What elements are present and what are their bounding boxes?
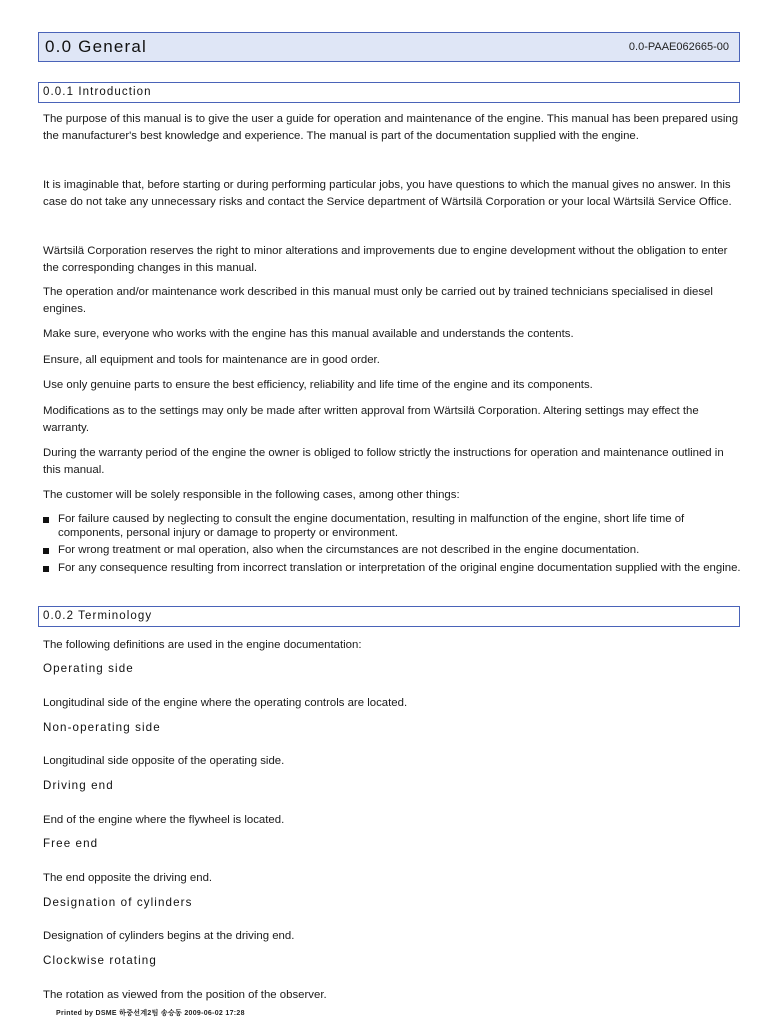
term-free-end: Free end bbox=[43, 837, 99, 850]
print-footer: Printed by DSME 하중선계2팀 송승동 2009-06-02 17:28 bbox=[56, 1010, 245, 1017]
intro-paragraph-1: The purpose of this manual is to give the user a guide for operation and maintenance of the engine. This manual has been prepared using the manufacturer's best knowledge and experience. The manual is part of the documentation supplied with the engine. bbox=[43, 113, 739, 142]
section-heading-introduction bbox=[38, 82, 740, 103]
definition-free-end: The end opposite the driving end. bbox=[43, 872, 213, 884]
bullet-square-icon bbox=[43, 517, 49, 523]
intro-paragraph-7: Use only genuine parts to ensure the best efficiency, reliability and life time of the engine and its components. bbox=[43, 379, 593, 391]
intro-paragraph-3: Wärtsilä Corporation reserves the right to minor alterations and improvements due to engine development without the obligation to enter the corresponding changes in this manual. bbox=[43, 245, 728, 274]
bullet-square-icon bbox=[43, 566, 49, 572]
term-designation-of-cylinders: Designation of cylinders bbox=[43, 896, 193, 909]
intro-paragraph-10: The customer will be solely responsible in the following cases, among other things: bbox=[43, 489, 460, 501]
terminology-lead: The following definitions are used in the engine documentation: bbox=[43, 639, 362, 651]
term-operating-side: Operating side bbox=[43, 662, 134, 675]
definition-clockwise-rotating: The rotation as viewed from the position of the observer. bbox=[43, 989, 327, 1001]
section-heading-text: 0.0.1 Introduction bbox=[43, 86, 152, 98]
list-item-text: For failure caused by neglecting to consult the engine documentation, resulting in malfunction of the engine, short life time of components, personal injury or damage to property or environment. bbox=[58, 513, 685, 539]
definition-driving-end: End of the engine where the flywheel is located. bbox=[43, 814, 285, 826]
term-driving-end: Driving end bbox=[43, 779, 114, 792]
document-code: 0.0-PAAE062665-00 bbox=[628, 41, 729, 53]
intro-paragraph-8: Modifications as to the settings may only be made after written approval from Wärtsilä Corporation. Altering settings may effect the warranty. bbox=[43, 405, 699, 434]
intro-paragraph-9: During the warranty period of the engine the owner is obliged to follow strictly the instructions for operation and maintenance outlined in this manual. bbox=[43, 447, 724, 476]
list-item-text: For any consequence resulting from incorrect translation or interpretation of the original engine documentation supplied with the engine. bbox=[58, 562, 741, 574]
term-clockwise-rotating: Clockwise rotating bbox=[43, 954, 157, 967]
chapter-title: 0.0 General bbox=[45, 37, 148, 56]
section-heading-terminology bbox=[38, 606, 740, 627]
definition-non-operating-side: Longitudinal side opposite of the operating side. bbox=[43, 755, 285, 767]
definition-designation-of-cylinders: Designation of cylinders begins at the driving end. bbox=[43, 930, 295, 942]
list-item-text: For wrong treatment or mal operation, also when the circumstances are not described in the engine documentation. bbox=[58, 544, 640, 556]
chapter-title-bar bbox=[38, 32, 740, 62]
term-non-operating-side: Non-operating side bbox=[43, 721, 161, 734]
intro-paragraph-5: Make sure, everyone who works with the engine has this manual available and understands the contents. bbox=[43, 328, 574, 340]
intro-paragraph-6: Ensure, all equipment and tools for maintenance are in good order. bbox=[43, 354, 380, 366]
bullet-square-icon bbox=[43, 548, 49, 554]
section-heading-text: 0.0.2 Terminology bbox=[43, 610, 153, 622]
intro-paragraph-2: It is imaginable that, before starting or during performing particular jobs, you have questions to which the manual gives no answer. In this case do not take any unnecessary risks and contact the Service department of Wärtsilä Corporation or your local Wärtsilä Service Office. bbox=[43, 179, 732, 208]
definition-operating-side: Longitudinal side of the engine where the operating controls are located. bbox=[43, 697, 408, 709]
intro-paragraph-4: The operation and/or maintenance work described in this manual must only be carried out by trained technicians specialised in diesel engines. bbox=[43, 286, 713, 315]
